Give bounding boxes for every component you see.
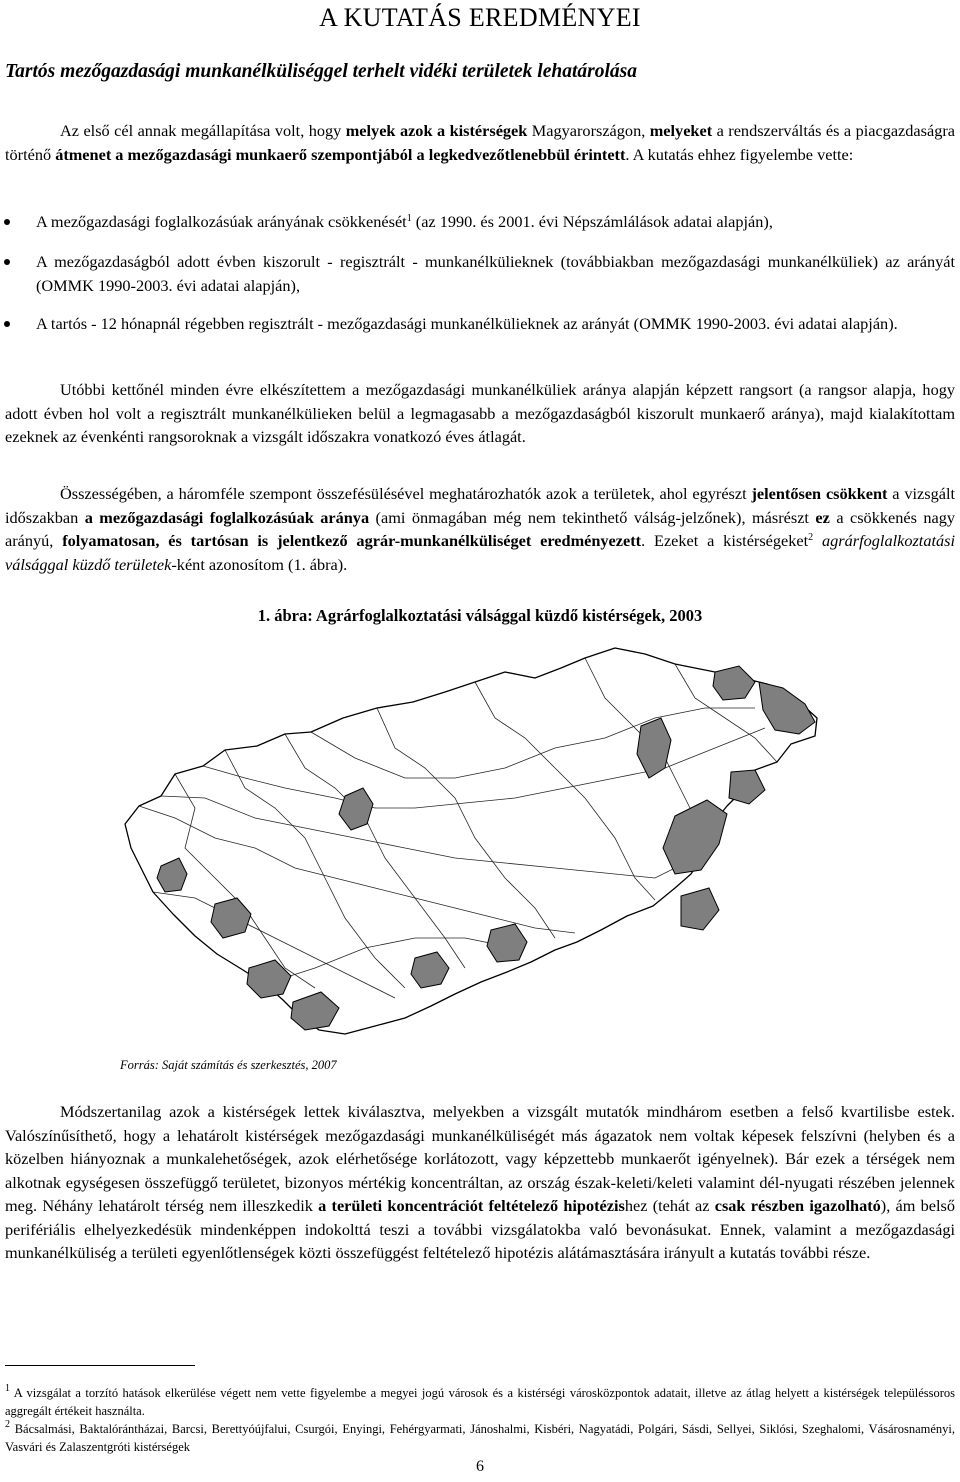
document-page: A KUTATÁS EREDMÉNYEI Tartós mezőgazdasági munkanélküliséggel terhelt vidéki területek lehatárolása Az első cél annak megállapítása volt, hogy melyek azok a kistérségek Magyarországon, melyeket a rendszerváltás és a piacgazdaságra történő átmenet a mezőgazdasági munkaerő szempontjából a legkedvezőtlenebbül érintett. A kutatás ehhez figyelembe vette: A mezőgazdasági foglalkozásúak arányának csökkenését$^1$ (az 1990. és 2001. évi Népszámlálások adatai alapján), A mezőgazdaságból adott évben kiszorult - regisztrált - munkanélkülieknek (továbbiakban mezőgazdasági munkanélküliek) az arányát (OMMK 1990-2003. évi adatai alapján), A tartós - 12 hónapnál régebben regisztrált - mezőgazdasági munkanélkülieknek az arányát (OMMK 1990-2003. évi adatai alapján). Utóbbi kettőnél minden évre elkészítettem a mezőgazdasági munkanélküliek aránya alapján képzett rangsort (a rangsor alapja, hogy adott évben hol volt a regisztrált munkanélkülieken belül a legmagasabb a mezőgazdaságból kiszorult munkaerő aránya), majd kialakítottam ezeknek az évenkénti rangsoroknak a vizsgált időszakra vonatkozó éves átlagát. Összességében, a háromféle szempont összefésülésével meghatározhatók azok a területek, ahol egyrészt jelentősen csökkent a vizsgált időszakban a mezőgazdasági foglalkozásúak aránya (ami önmagában még nem tekinthető válság-jelzőnek), másrészt ez a csökkenés nagy arányú, folyamatosan, és tartósan is jelentkező agrár-munkanélküliséget eredményezett. Ezeket a kistérségeket$^2$ agrárfoglalkoztatási válsággal küzdő területek-ként azonosítom (1. ábra). 1. ábra: Agrárfoglalkoztatási válsággal küzdő kistérségek, 2003 Forrás: Saját számítás és szerkesztés, 2007 Módszertanilag azok a kistérségek lettek kiválasztva, melyekben a vizsgált mutatók mindhárom esetben a felső kvartilisbe estek. Valószínűsíthető, hogy a lehatárolt kistérségek mezőgazdasági munkanélküliségét más ágazatok nem voltak képesek felszívni (helyben és a közelben hiányoznak a munkalehetőségek, azok elérhetősége korlátozott, vagy képzettebb munkaerőt igényelnek). Bár ezek a térségek nem alkotnak egységesen összefüggő területet, bizonyos mértékig koncentráltan, az ország észak-keleti/keleti valamint dél-nyugati részében jelennek meg. Néhány lehatárolt térség nem illeszkedik a területi koncentrációt feltételező hipotézishez (tehát az csak részben igazolható), ám belső perifériális elhelyezkedésük mindenképpen indokolttá teszi a további vizsgálatokba való bevonásukat. Ennek, valamint a mezőgazdasági munkanélküliség a területi egyenlőtlenségek közti összefüggést feltételező hipotézis alátámasztására irányult a kutatás további része. $^1$ A vizsgálat a torzító hatások elkerülése végett nem vette figyelembe a megyei jogú városok és a kistérségi városközpontok adatait, illetve az átlag helyett a kistérségek településsoros aggregált értékeit használta. $^2$ Bácsalmási, Baktalórántházai, Barcsi, Berettyóújfalui, Csurgói, Enyingi, Fehérgyarmati, Jánoshalmi, Kisbéri, Nagyatádi, Polgári, Sásdi, Sellyei, Siklósi, Szeghalomi, Vásárosnaményi, Vasvári és Zalaszentgróti kistérségek 6 [0, 0, 960, 1482]
page-number: 6 [476, 1458, 484, 1475]
figure-source: Forrás: Saját számítás és szerkesztés, 2007 [120, 1058, 337, 1072]
summary-paragraph: Összességében, a háromféle szempont összefésülésével meghatározhatók azok a területek, ahol egyrészt jelentősen csökkent a vizsgált időszakban a mezőgazdasági foglalkozásúak aránya (ami önmagában még nem tekinthető válság-jelzőnek), másrészt ez a csökkenés nagy arányú, folyamatosan, és tartósan is jelentkező agrár-munkanélküliséget eredményezett. Ezeket a kistérségeket$^2$ agrárfoglalkoztatási válsággal küzdő területek-ként azonosítom (1. ábra). [5, 484, 956, 574]
footnote-divider [5, 1365, 195, 1366]
intro-paragraph: Az első cél annak megállapítása volt, hogy melyek azok a kistérségek Magyarországon, melyeket a rendszerváltás és a piacgazdaságra történő átmenet a mezőgazdasági munkaerő szempontjából a legkedvezőtlenebbül érintett. A kutatás ehhez figyelembe vette: [5, 121, 955, 164]
figure-title: 1. ábra: Agrárfoglalkoztatási válsággal küzdő kistérségek, 2003 [257, 606, 703, 625]
hungary-map [115, 638, 827, 1040]
highlight-region [729, 770, 765, 804]
highlight-region [681, 888, 719, 930]
bullet-icon [4, 321, 10, 327]
conclusion-paragraph: Módszertanilag azok a kistérségek lettek kiválasztva, melyekben a vizsgált mutatók mindhárom esetben a felső kvartilisbe estek. Valószínűsíthető, hogy a lehatárolt kistérségek mezőgazdasági munkanélküliségét más ágazatok nem voltak képesek felszívni (helyben és a közelben hiányoznak a munkalehetőségek, azok elérhetősége korlátozott, vagy képzettebb munkaerőt igényelnek). Bár ezek a térségek nem alkotnak egységesen összefüggő területet, bizonyos mértékig koncentráltan, az ország észak-keleti/keleti valamint dél-nyugati részében jelennek meg. Néhány lehatárolt térség nem illeszkedik a területi koncentrációt feltételező hipotézishez (tehát az csak részben igazolható), ám belső perifériális elhelyezkedésük mindenképpen indokolttá teszi a további vizsgálatokba való bevonásukat. Ennek, valamint a mezőgazdasági munkanélküliség a területi egyenlőtlenségek közti összefüggést feltételező hipotézis alátámasztására irányult a kutatás további része. [5, 1102, 956, 1262]
footnote-2: $^2$ Bácsalmási, Baktalórántházai, Barcsi, Berettyóújfalui, Csurgói, Enyingi, Fehérgyarmati, Jánoshalmi, Kisbéri, Nagyatádi, Polgári, Sásdi, Sellyei, Siklósi, Szeghalomi, Vásárosnaményi, Vasvári és Zalaszentgróti kistérségek [5, 1419, 955, 1454]
section-subtitle: Tartós mezőgazdasági munkanélküliséggel terhelt vidéki területek lehatárolása [5, 61, 637, 82]
bullet-icon [4, 219, 10, 225]
footnote-1: $^1$ A vizsgálat a torzító hatások elkerülése végett nem vette figyelembe a megyei jogú városok és a kistérségi városközpontok adatait, illetve az átlag helyett a kistérségek településsoros aggregált értékeit használta. [5, 1383, 955, 1418]
page-title: A KUTATÁS EREDMÉNYEI [319, 3, 641, 32]
bullet-icon [4, 259, 10, 265]
method-paragraph: Utóbbi kettőnél minden évre elkészítettem a mezőgazdasági munkanélküliek aránya alapján képzett rangsort (a rangsor alapja, hogy adott évben hol volt a regisztrált munkanélkülieken belül a legmagasabb a mezőgazdaságból kiszorult munkaerő aránya), majd kialakítottam ezeknek az évenkénti rangsoroknak a vizsgált időszakra vonatkozó éves átlagát. [5, 380, 955, 446]
